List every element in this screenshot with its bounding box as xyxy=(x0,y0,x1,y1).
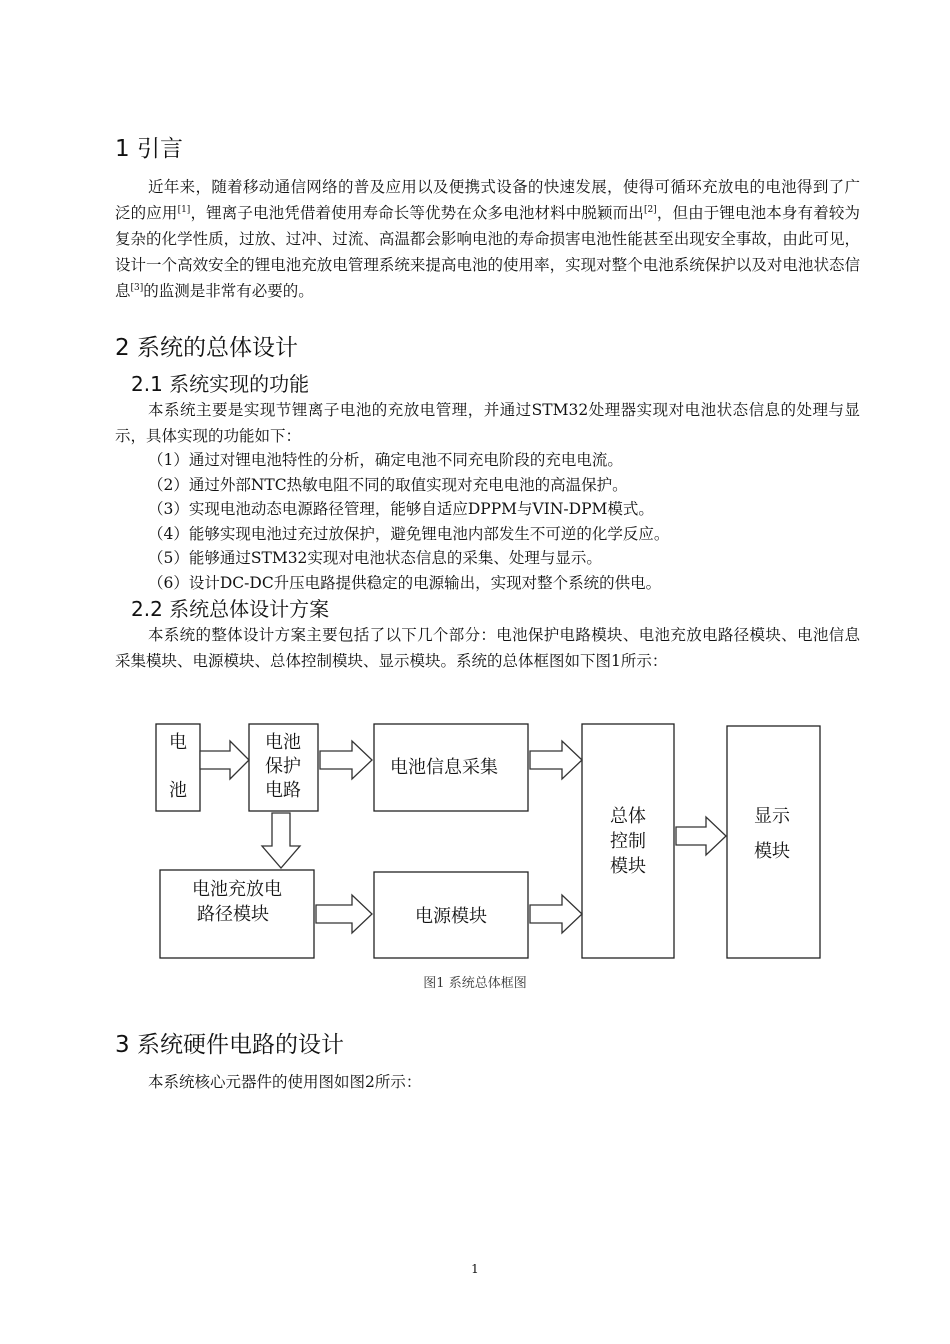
section-3-paragraph: 本系统核心元器件的使用图如图2所示： xyxy=(148,1073,422,1091)
power-module-label: 电源模块 xyxy=(415,906,487,927)
section-1-heading: 1 引言 xyxy=(115,136,183,162)
display-module-label: 模块 xyxy=(754,841,790,862)
arrow-right-icon xyxy=(530,741,582,779)
citation-ref: [1] xyxy=(177,204,191,215)
arrow-right-icon xyxy=(316,895,372,933)
paragraph-text: ，但由于锂电池本身有着较为复杂的化学性质，过放、过冲、过流、高温都会影响电池的寿命损害电池性能甚至出现安全事故，由此可见，设计一个高效安全的锂电池充放电管理系统来提高电池的使用率，实现对整个电池系统保护以及对电池状态信息 xyxy=(115,204,860,300)
list-item: （4）能够实现电池过充过放保护，避免锂电池内部发生不可逆的化学反应。 xyxy=(148,524,670,543)
list-item: （5）能够通过STM32实现对电池状态信息的采集、处理与显示。 xyxy=(148,549,602,567)
citation-ref: [2] xyxy=(643,204,657,215)
page-number: 1 xyxy=(471,1262,479,1276)
arrow-right-icon xyxy=(676,817,726,855)
info-collection-label: 电池信息采集 xyxy=(390,757,498,778)
paragraph-text: 近年来，随着移动通信网络的普及应用以及便携式设备的快速发展，使得可循环充放电的电池得到了广泛的应用 xyxy=(115,178,860,222)
section-2-heading: 2 系统的总体设计 xyxy=(115,335,298,361)
display-module-label: 显示 xyxy=(754,806,790,827)
list-item: （3）实现电池动态电源路径管理，能够自适应DPPM与VIN-DPM模式。 xyxy=(148,500,654,518)
section-3-heading: 3 系统硬件电路的设计 xyxy=(115,1032,344,1058)
list-item: （2）通过外部NTC热敏电阻不同的取值实现对充电电池的高温保护。 xyxy=(148,475,628,494)
section-2-1-heading: 2.1 系统实现的功能 xyxy=(131,372,310,396)
charge-path-label: 路径模块 xyxy=(197,904,269,925)
protection-label: 电池 xyxy=(265,732,301,753)
protection-label: 保护 xyxy=(265,756,301,777)
citation-ref: [3] xyxy=(130,282,144,293)
arrow-right-icon xyxy=(530,895,582,933)
protection-label: 电路 xyxy=(265,780,301,801)
arrow-right-icon xyxy=(320,741,372,779)
battery-label: 电 xyxy=(169,732,187,753)
section-2-2-paragraph: 本系统的整体设计方案主要包括了以下几个部分：电池保护电路模块、电池充放电路径模块、电池信息采集模块、电源模块、总体控制模块、显示模块。系统的总体框图如下图1所示： xyxy=(115,626,860,670)
arrow-down-icon xyxy=(262,813,300,868)
section-2-2-heading: 2.2 系统总体设计方案 xyxy=(131,597,330,621)
control-module-label: 控制 xyxy=(610,831,646,852)
arrow-right-icon xyxy=(200,741,249,779)
section-2-1-intro: 本系统主要是实现节锂离子电池的充放电管理，并通过STM32处理器实现对电池状态信息的处理与显示，具体实现的功能如下： xyxy=(115,401,860,445)
control-module-label: 模块 xyxy=(610,856,646,877)
control-module-label: 总体 xyxy=(610,806,646,827)
battery-label: 池 xyxy=(169,780,187,801)
list-item: （6）设计DC-DC升压电路提供稳定的电源输出，实现对整个系统的供电。 xyxy=(148,573,662,592)
list-item: （1）通过对锂电池特性的分析，确定电池不同充电阶段的充电电流。 xyxy=(148,451,623,469)
figure-caption: 图1 系统总体框图 xyxy=(423,976,527,991)
charge-path-label: 电池充放电 xyxy=(192,879,282,900)
paragraph-text: ，锂离子电池凭借着使用寿命长等优势在众多电池材料中脱颖而出 xyxy=(190,204,644,222)
paragraph-text: 的监测是非常有必要的。 xyxy=(143,282,314,300)
